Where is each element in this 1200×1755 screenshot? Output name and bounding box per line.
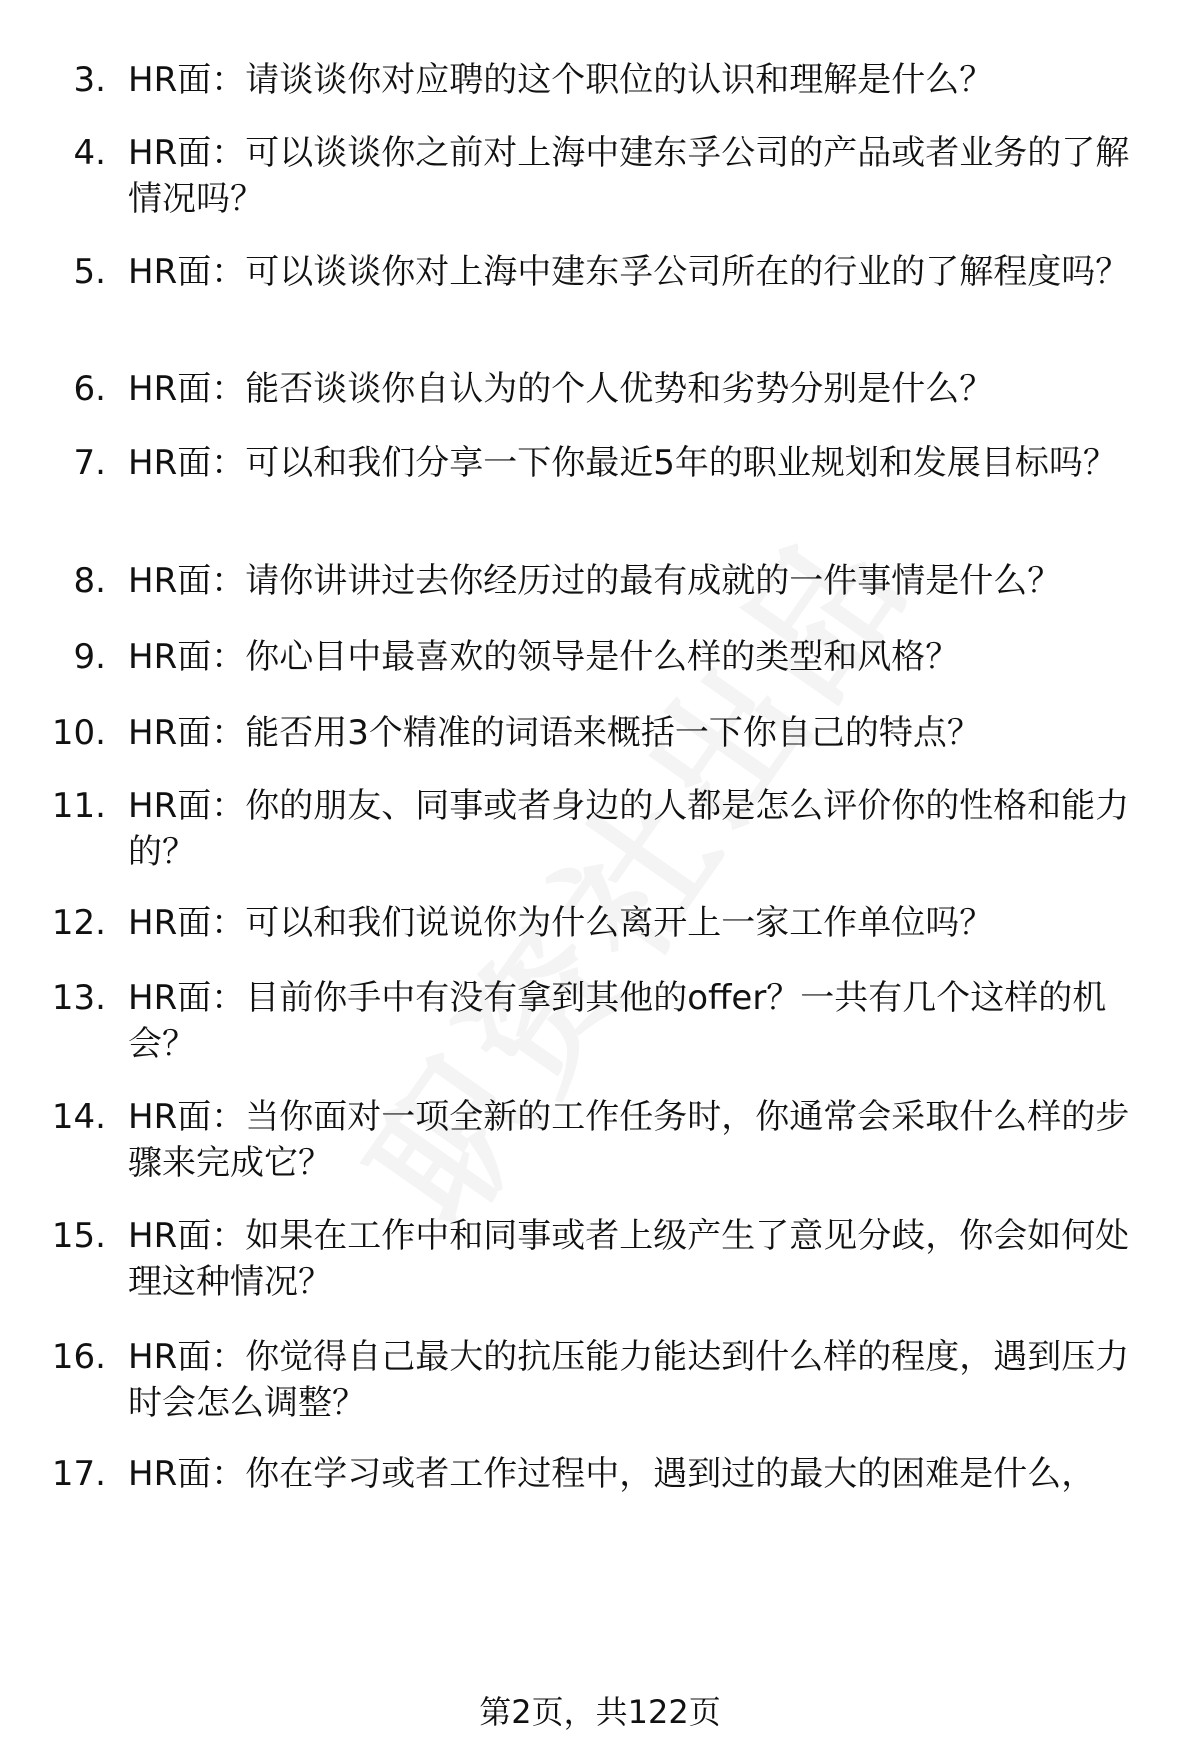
question-text: HR面：能否用3个精准的词语来概括一下你自己的特点？: [128, 713, 981, 753]
question-text: HR面：你觉得自己最大的抗压能力能达到什么样的程度，遇到压力时会怎么调整？: [128, 1337, 1130, 1423]
question-number: 4.: [73, 133, 106, 173]
question-text: HR面：可以和我们分享一下你最近5年的职业规划和发展目标吗？: [128, 443, 1117, 483]
question-number: 13.: [51, 978, 106, 1018]
question-number: 9.: [73, 637, 106, 677]
question-number: 8.: [73, 561, 106, 601]
question-text: HR面：能否谈谈你自认为的个人优势和劣势分别是什么？: [128, 369, 994, 409]
question-text: HR面：你的朋友、同事或者身边的人都是怎么评价你的性格和能力的？: [128, 786, 1130, 872]
question-number: 11.: [51, 786, 106, 826]
question-number: 7.: [73, 443, 106, 483]
question-text: HR面：目前你手中有没有拿到其他的offer？一共有几个这样的机会？: [128, 978, 1107, 1064]
question-number: 15.: [51, 1216, 106, 1256]
question-text: HR面：请你讲讲过去你经历过的最有成就的一件事情是什么？: [128, 561, 1062, 601]
question-text: HR面：可以谈谈你对上海中建东孚公司所在的行业的了解程度吗？: [128, 252, 1130, 292]
question-text: HR面：如果在工作中和同事或者上级产生了意见分歧，你会如何处理这种情况？: [128, 1216, 1130, 1302]
question-number: 10.: [51, 713, 106, 753]
question-text: HR面：你在学习或者工作过程中，遇到过的最大的困难是什么，: [128, 1454, 1096, 1494]
question-number: 6.: [73, 369, 106, 409]
question-number: 3.: [73, 60, 106, 100]
question-text: HR面：可以谈谈你之前对上海中建东孚公司的产品或者业务的了解情况吗？: [128, 133, 1130, 219]
question-text: HR面：你心目中最喜欢的领导是什么样的类型和风格？: [128, 637, 960, 677]
question-text: HR面：请谈谈你对应聘的这个职位的认识和理解是什么？: [128, 60, 994, 100]
question-number: 12.: [51, 903, 106, 943]
question-text: HR面：可以和我们说说你为什么离开上一家工作单位吗？: [128, 903, 994, 943]
page-footer: 第2页，共122页: [479, 1693, 721, 1731]
question-text: HR面：当你面对一项全新的工作任务时，你通常会采取什么样的步骤来完成它？: [128, 1097, 1130, 1183]
question-number: 17.: [51, 1454, 106, 1494]
question-number: 5.: [73, 252, 106, 292]
question-number: 16.: [51, 1337, 106, 1377]
question-number: 14.: [51, 1097, 106, 1137]
